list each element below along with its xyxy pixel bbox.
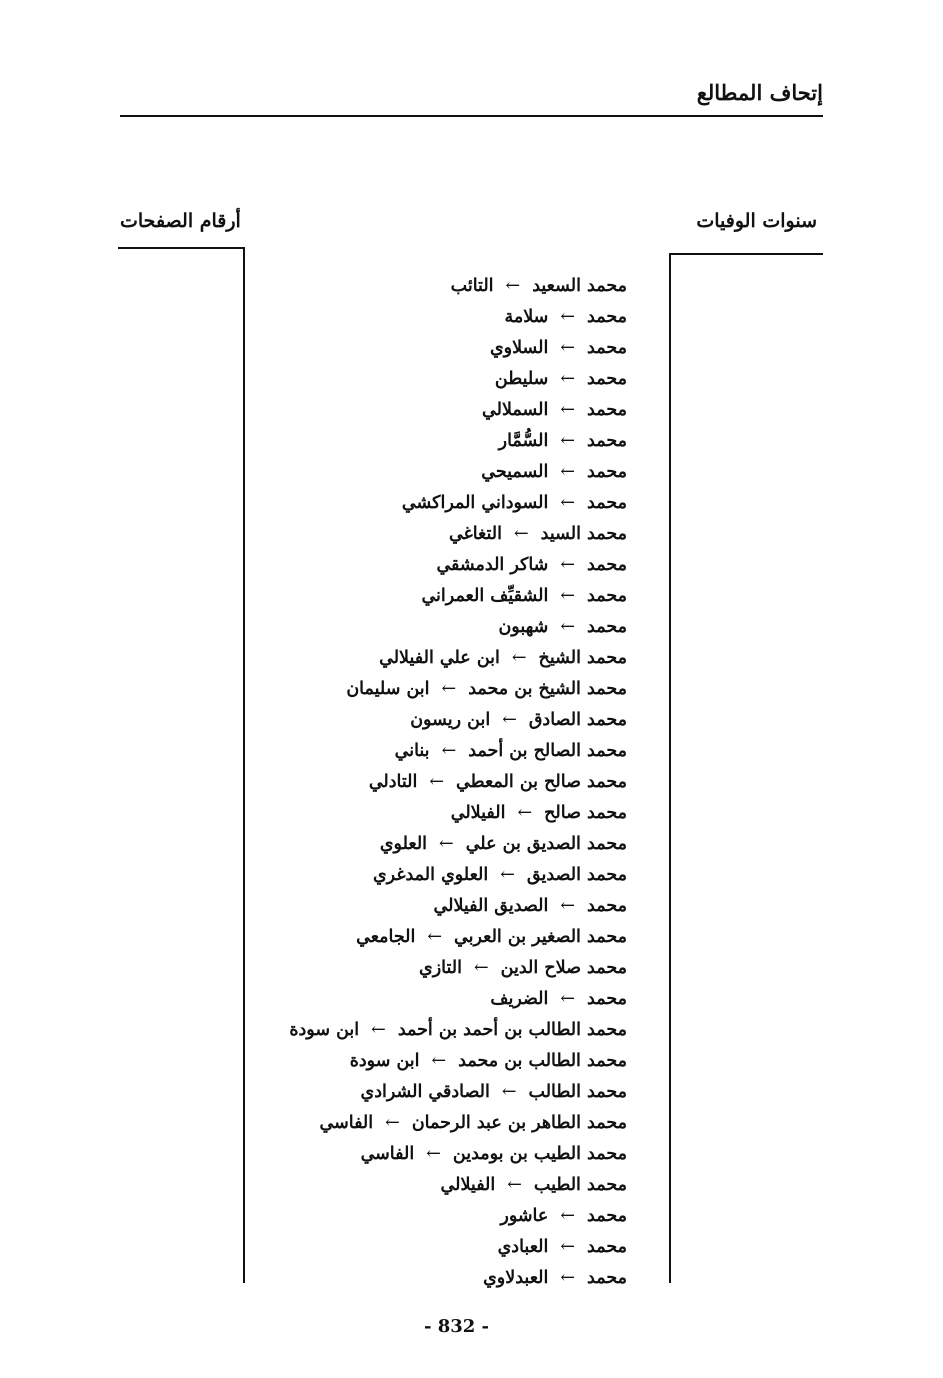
index-entry — [217, 364, 627, 395]
left-arrow-icon: ← — [560, 400, 576, 420]
index-entry — [217, 302, 627, 333]
left-arrow-icon: ← — [560, 896, 576, 916]
entry-given-name: محمد الطالب — [528, 1082, 627, 1102]
index-entry — [217, 1263, 627, 1294]
index-entry — [217, 829, 627, 860]
index-entry — [217, 1201, 627, 1232]
left-arrow-icon: ← — [431, 1051, 447, 1071]
entry-given-name: محمد — [587, 307, 627, 327]
entry-family-name: ابن علي الفيلالي — [379, 648, 500, 668]
left-arrow-icon: ← — [429, 772, 445, 792]
entry-family-name: العبدلاوي — [483, 1268, 549, 1288]
index-entry — [217, 860, 627, 891]
index-entry — [217, 984, 627, 1015]
entry-family-name: ابن سليمان — [346, 679, 430, 699]
entry-family-name: الجامعي — [356, 927, 416, 947]
entry-family-name: العبادي — [497, 1237, 549, 1257]
entry-family-name: الصديق الفيلالي — [433, 896, 549, 916]
left-arrow-icon: ← — [441, 741, 457, 761]
left-arrow-icon: ← — [560, 1268, 576, 1288]
left-arrow-icon: ← — [501, 1082, 517, 1102]
entry-family-name: بناني — [394, 741, 430, 761]
entry-given-name: محمد الصديق بن علي — [465, 834, 627, 854]
entry-given-name: محمد السيد — [540, 524, 627, 544]
entry-family-name: السملالي — [482, 400, 549, 420]
index-entry — [217, 271, 627, 302]
index-entry — [217, 550, 627, 581]
entry-family-name: التازي — [419, 958, 462, 978]
page-number: - 832 - — [423, 1316, 490, 1337]
entry-given-name: محمد — [587, 338, 627, 358]
left-arrow-icon: ← — [507, 1175, 522, 1195]
index-entry — [217, 643, 627, 674]
index-entry — [217, 891, 627, 922]
entry-family-name: الصادقي الشرادي — [360, 1082, 490, 1102]
left-arrow-icon: ← — [511, 648, 527, 668]
index-entry — [217, 736, 627, 767]
index-entry — [217, 426, 627, 457]
index-entry — [217, 395, 627, 426]
left-arrow-icon: ← — [560, 431, 576, 451]
entry-given-name: محمد — [587, 586, 627, 606]
entry-family-name: ابن ريسون — [410, 710, 491, 730]
entry-given-name: محمد الطاهر بن عبد الرحمان — [411, 1113, 627, 1133]
index-entry — [217, 612, 627, 643]
entry-family-name: السُّمَّار — [498, 431, 549, 451]
left-arrow-icon: ← — [500, 865, 515, 885]
entry-family-name: ابن سودة — [349, 1051, 420, 1071]
entry-family-name: السميحي — [481, 462, 549, 482]
left-arrow-icon: ← — [560, 586, 576, 606]
left-arrow-icon: ← — [560, 307, 576, 327]
entry-family-name: الفيلالي — [450, 803, 506, 823]
left-arrow-icon: ← — [426, 1144, 441, 1164]
index-entry — [217, 1077, 627, 1108]
entry-family-name: الفيلالي — [440, 1175, 496, 1195]
left-arrow-icon: ← — [560, 989, 576, 1009]
index-entry — [217, 1139, 627, 1170]
entry-given-name: محمد — [587, 1206, 627, 1226]
entry-given-name: محمد — [587, 555, 627, 575]
name-index-list — [217, 271, 627, 1294]
left-arrow-icon: ← — [560, 338, 576, 358]
index-entry — [217, 1046, 627, 1077]
index-entry — [217, 705, 627, 736]
entry-family-name: السلاوي — [489, 338, 549, 358]
entry-family-name: الفاسي — [360, 1144, 415, 1164]
index-entry — [217, 922, 627, 953]
left-arrow-icon: ← — [371, 1020, 386, 1040]
left-arrow-icon: ← — [505, 276, 521, 296]
left-arrow-icon: ← — [560, 462, 576, 482]
left-arrow-icon: ← — [560, 555, 576, 575]
left-arrow-icon: ← — [560, 1237, 576, 1257]
index-entry — [217, 1232, 627, 1263]
left-arrow-icon: ← — [560, 493, 576, 513]
years-column-heading: سنوات الوفيات — [696, 210, 817, 232]
years-column-side-rule — [669, 253, 671, 1283]
years-column-top-rule — [670, 253, 823, 255]
entry-given-name: محمد — [587, 989, 627, 1009]
entry-given-name: محمد الشيخ بن محمد — [468, 679, 627, 699]
index-entry — [217, 953, 627, 984]
left-arrow-icon: ← — [385, 1113, 400, 1133]
index-entry — [217, 674, 627, 705]
entry-given-name: محمد الصادق — [528, 710, 627, 730]
index-entry — [217, 581, 627, 612]
index-entry — [217, 1108, 627, 1139]
left-arrow-icon: ← — [560, 369, 576, 389]
entry-family-name: التغاغي — [448, 524, 502, 544]
entry-given-name: محمد — [587, 1268, 627, 1288]
entry-given-name: محمد الطالب بن محمد — [458, 1051, 627, 1071]
left-arrow-icon: ← — [517, 803, 533, 823]
entry-given-name: محمد الطيب — [533, 1175, 627, 1195]
entry-family-name: سليطن — [494, 369, 549, 389]
entry-given-name: محمد — [587, 1237, 627, 1257]
entry-family-name: سلامة — [504, 307, 549, 327]
entry-given-name: محمد الصالح بن أحمد — [468, 741, 627, 761]
index-entry — [217, 488, 627, 519]
entry-family-name: الشقيِّف العمراني — [421, 586, 549, 606]
entry-given-name: محمد صلاح الدين — [500, 958, 627, 978]
pages-column-heading: أرقام الصفحات — [120, 210, 241, 232]
index-entry — [217, 333, 627, 364]
entry-given-name: محمد الصديق — [526, 865, 627, 885]
left-arrow-icon: ← — [474, 958, 489, 978]
left-arrow-icon: ← — [560, 617, 576, 637]
entry-given-name: محمد السعيد — [532, 276, 627, 296]
left-arrow-icon: ← — [560, 1206, 576, 1226]
entry-given-name: محمد — [587, 617, 627, 637]
entry-given-name: محمد صالح — [544, 803, 627, 823]
entry-family-name: السوداني المراكشي — [401, 493, 549, 513]
entry-family-name: العلوي المدغري — [372, 865, 489, 885]
entry-given-name: محمد — [587, 896, 627, 916]
entry-family-name: عاشور — [500, 1206, 549, 1226]
index-entry — [217, 519, 627, 550]
entry-given-name: محمد — [587, 369, 627, 389]
entry-given-name: محمد الطيب بن بومدين — [452, 1144, 627, 1164]
left-arrow-icon: ← — [441, 679, 457, 699]
entry-family-name: ابن سودة — [289, 1020, 360, 1040]
index-entry — [217, 1015, 627, 1046]
entry-family-name: الفاسي — [319, 1113, 374, 1133]
entry-family-name: شهبون — [498, 617, 549, 637]
left-arrow-icon: ← — [439, 834, 454, 854]
pages-column-top-rule — [118, 247, 245, 249]
left-arrow-icon: ← — [502, 710, 517, 730]
entry-given-name: محمد الصغير بن العربي — [454, 927, 627, 947]
entry-family-name: التادلي — [368, 772, 418, 792]
entry-family-name: التائب — [450, 276, 494, 296]
entry-family-name: الضريف — [490, 989, 549, 1009]
left-arrow-icon: ← — [427, 927, 443, 947]
header-rule — [120, 115, 823, 117]
entry-given-name: محمد صالح بن المعطي — [456, 772, 627, 792]
running-title: إتحاف المطالع — [696, 80, 823, 105]
index-entry — [217, 1170, 627, 1201]
index-entry — [217, 767, 627, 798]
entry-family-name: العلوي — [379, 834, 428, 854]
index-entry — [217, 457, 627, 488]
entry-given-name: محمد الطالب بن أحمد بن أحمد — [397, 1020, 627, 1040]
entry-given-name: محمد — [587, 493, 627, 513]
entry-given-name: محمد — [587, 462, 627, 482]
entry-family-name: شاكر الدمشقي — [436, 555, 549, 575]
entry-given-name: محمد — [587, 431, 627, 451]
left-arrow-icon: ← — [513, 524, 529, 544]
entry-given-name: محمد — [587, 400, 627, 420]
entry-given-name: محمد الشيخ — [538, 648, 627, 668]
index-entry — [217, 798, 627, 829]
